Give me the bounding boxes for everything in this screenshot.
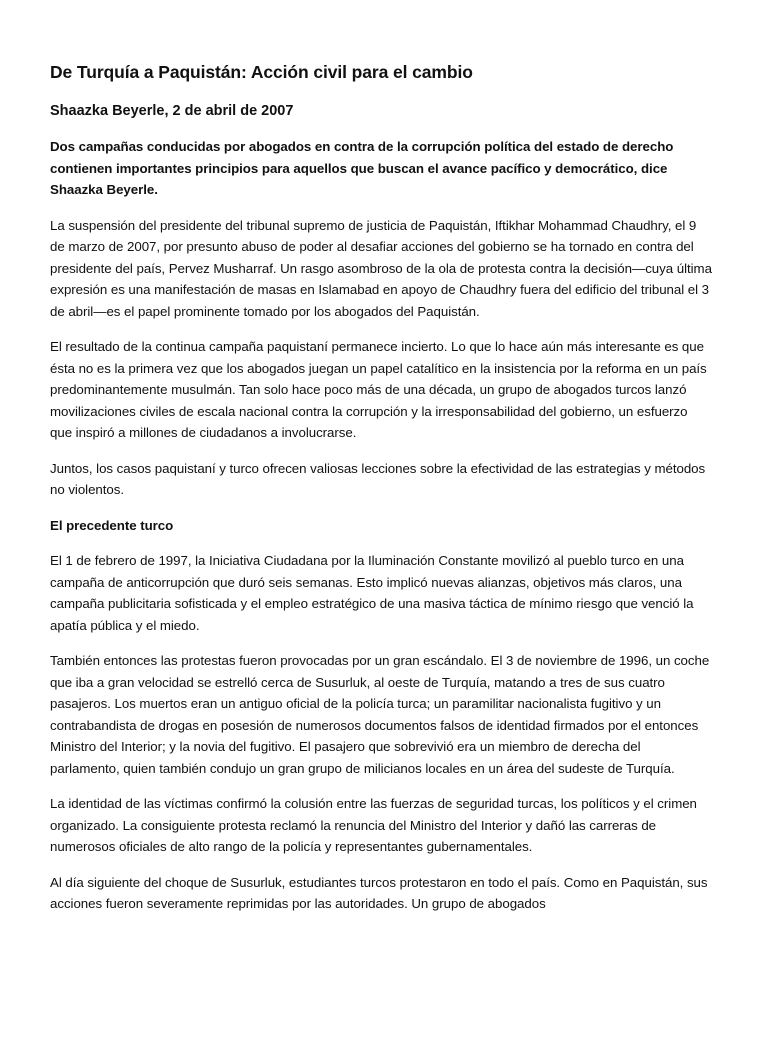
section-heading: El precedente turco xyxy=(50,517,174,533)
article-lead: Dos campañas conducidas por abogados en contra de la corrupción política del estado de derecho contienen importantes principios para aquellos que buscan el avance pacífico y democrático, dice Shaazka Beyerle. xyxy=(50,139,674,197)
paragraph: La identidad de las víctimas confirmó la colusión entre las fuerzas de seguridad turcas, los políticos y el crimen organizado. La consiguiente protesta reclamó la renuncia del Ministro del Interior y dañó las carreras de numerosos oficiales de alto rango de la policía y representantes gubernamentales. xyxy=(50,796,697,854)
paragraph: Juntos, los casos paquistaní y turco ofrecen valiosas lecciones sobre la efectividad de las estrategias y métodos no violentos. xyxy=(50,460,706,497)
article-byline: Shaazka Beyerle, 2 de abril de 2007 xyxy=(50,103,294,119)
article-title: De Turquía a Paquistán: Acción civil para el cambio xyxy=(50,62,473,82)
paragraph: También entonces las protestas fueron provocadas por un gran escándalo. El 3 de noviembre de 1996, un coche que iba a gran velocidad se estrelló cerca de Susurluk, al oeste de Turquía, matando a tres de sus cuatro pasajeros. Los muertos eran un antiguo oficial de la policía turca; un paramilitar nacionalista fugitivo y un contrabandista de drogas en posesión de numerosos documentos falsos de identidad firmados por el entonces Ministro del Interior; y la novia del fugitivo. El pasajero que sobrevivió era un miembro de derecha del parlamento, quien también condujo un gran grupo de milicianos locales en un área del sudeste de Turquía. xyxy=(50,653,710,776)
document-page xyxy=(50,58,712,929)
paragraph: El resultado de la continua campaña paquistaní permanece incierto. Lo que lo hace aún más interesante es que ésta no es la primera vez que los abogados juegan un papel catalítico en la insistencia por la reforma en un país predominantemente musulmán. Tan solo hace poco más de una década, un grupo de abogados turcos lanzó movilizaciones civiles de escala nacional contra la corrupción y la irresponsabilidad del gobierno, un esfuerzo que inspiró a millones de ciudadanos a involucrarse. xyxy=(50,339,707,440)
paragraph: El 1 de febrero de 1997, la Iniciativa Ciudadana por la Iluminación Constante movilizó al pueblo turco en una campaña de anticorrupción que duró seis semanas. Esto implicó nuevas alianzas, objetivos más claros, una campaña publicitaria sofisticada y el empleo estratégico de una masiva táctica de mínimo riesgo que venció la apatía pública y el miedo. xyxy=(50,553,694,633)
paragraph: La suspensión del presidente del tribunal supremo de justicia de Paquistán, Iftikhar Mohammad Chaudhry, el 9 de marzo de 2007, por presunto abuso de poder al desafiar acciones del gobierno se ha tornado en contra del presidente del país, Pervez Musharraf. Un rasgo asombroso de la ola de protesta contra la decisión—cuya última expresión es una manifestación de masas en Islamabad en apoyo de Chaudhry fuera del edificio del tribunal el 3 de abril—es el papel prominente tomado por los abogados del Paquistán. xyxy=(50,217,712,319)
paragraph: Al día siguiente del choque de Susurluk, estudiantes turcos protestaron en todo el país. Como en Paquistán, sus acciones fueron severamente reprimidas por las autoridades. Un grupo de abogados xyxy=(50,874,708,911)
